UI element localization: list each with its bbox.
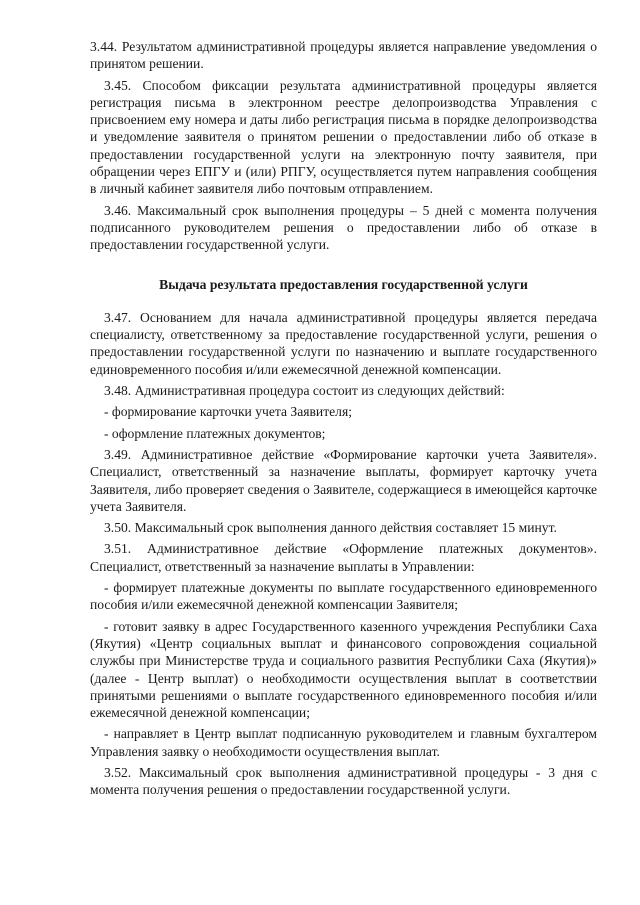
paragraph-3-45-text: 3.45. Способом фиксации результата административной процедуры является регистрация письма в электронном реестре делопроизводства Управления с присвоением ему номера и даты либо регистрация письма в порядке делопроизводства и уведомление заявителя о принятом решении о предоставлении либо об отказе в предоставлении государственной услуги на электронную почту заявителя, при обращении через ЕПГУ и (или) РПГУ, осуществляется путем направления сообщения в личный кабинет заявителя либо почтовым отправлением. [90, 77, 597, 197]
list-item-payment-docs [90, 425, 597, 442]
paragraph-3-48-text: 3.48. Административная процедура состоит из следующих действий: [104, 383, 505, 399]
list-item-payment-docs-text: - оформление платежных документов; [104, 425, 326, 441]
list-item-forms-docs [90, 579, 597, 614]
paragraph-3-45 [90, 77, 597, 198]
list-item-card [90, 403, 597, 420]
paragraph-3-50-text: 3.50. Максимальный срок выполнения данного действия составляет 15 минут. [104, 520, 557, 536]
list-item-sends-request-text: - направляет в Центр выплат подписанную руководителем и главным бухгалтером Управления заявку о необходимости осуществления выплат. [90, 726, 597, 759]
document-page [90, 38, 597, 803]
paragraph-3-48 [90, 382, 597, 399]
list-item-card-text: - формирование карточки учета Заявителя; [104, 404, 352, 420]
paragraph-3-46 [90, 202, 597, 254]
list-item-prepares-request [90, 618, 597, 722]
paragraph-3-49 [90, 446, 597, 515]
list-item-prepares-request-text: - готовит заявку в адрес Государственного казенного учреждения Республики Саха (Якутия) «Центр социальных выплат и финансового сопровождения социальной службы при Министерстве труда и социального развития Республики Саха (Якутия)» (далее - Центр выплат) о необходимости осуществления выплат в соответствии принятыми решениями о выплате государственного единовременного пособия и/или ежемесячной денежной компенсации; [90, 618, 597, 721]
paragraph-3-44-text: 3.44. Результатом административной процедуры является направление уведомления о принятом решении. [90, 39, 597, 72]
list-item-sends-request [90, 725, 597, 760]
paragraph-3-50 [90, 519, 597, 536]
paragraph-3-46-text: 3.46. Максимальный срок выполнения процедуры – 5 дней с момента получения подписанного руководителем решения о предоставлении либо об отказе в предоставлении государственной услуги. [90, 202, 597, 253]
paragraph-3-51 [90, 540, 597, 575]
section-heading: Выдача результата предоставления государственной услуги [159, 276, 528, 292]
paragraph-3-49-text: 3.49. Административное действие «Формирование карточки учета Заявителя». Специалист, ответственный за назначение выплаты, формирует карточку учета Заявителя, либо проверяет сведения о Заявителе, содержащиеся в имеющейся карточке учета Заявителя. [90, 446, 597, 514]
paragraph-3-51-text: 3.51. Административное действие «Оформление платежных документов». Специалист, ответственный за назначение выплаты в Управлении: [90, 541, 597, 574]
paragraph-3-52-text: 3.52. Максимальный срок выполнения административной процедуры - 3 дня с момента получения решения о предоставлении государственной услуги. [90, 764, 597, 798]
paragraph-3-47-text: 3.47. Основанием для начала административной процедуры является передача специалисту, ответственному за предоставление государственной услуги, решения о предоставлении государственной услуги по назначению и выплате государственного единовременного пособия и/или ежемесячной денежной компенсации. [90, 309, 597, 377]
paragraph-3-47 [90, 309, 597, 378]
paragraph-3-52 [90, 764, 597, 799]
paragraph-3-44 [90, 38, 597, 73]
list-item-forms-docs-text: - формирует платежные документы по выплате государственного единовременного пособия и/или ежемесячной денежной компенсации Заявителя; [90, 580, 597, 613]
